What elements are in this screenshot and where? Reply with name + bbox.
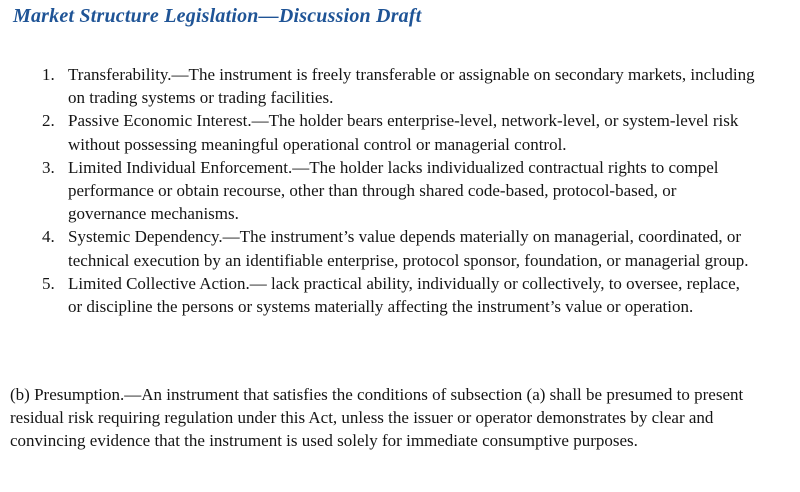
list-item-text: Systemic Dependency.—The instrument’s value depends materially on managerial, coordinated, or technical execution by an identifiable enterprise, protocol sponsor, foundation, or managerial group. [68, 227, 749, 270]
criteria-list [42, 63, 758, 318]
list-item-number: 1. [42, 65, 55, 84]
list-item-number: 5. [42, 273, 55, 293]
presumption-paragraph: (b) Presumption.—An instrument that satisfies the conditions of subsection (a) shall be presumed to present residual risk requiring regulation under this Act, unless the issuer or operator demonstrates by clear and convincing evidence that the instrument is used solely for immediate consumptive purposes. [10, 385, 744, 451]
list-item-text: Passive Economic Interest.—The holder bears enterprise-level, network-level, or system-level risk without possessing meaningful operational control or managerial control. [68, 111, 739, 154]
list-item-number: 4. [42, 227, 55, 247]
list-item [42, 272, 758, 318]
list-item [42, 225, 758, 271]
list-item-text: Limited Individual Enforcement.—The holder lacks individualized contractual rights to compel performance or obtain recourse, other than through shared code-based, protocol-based, or governance mechanisms. [68, 157, 719, 224]
list-item-text: Transferability.—The instrument is freely transferable or assignable on secondary markets, including on trading systems or trading facilities. [68, 65, 755, 108]
list-item-text: Limited Collective Action.— lack practical ability, individually or collectively, to oversee, replace, or discipline the persons or systems materially affecting the instrument’s value or operation. [68, 273, 740, 317]
list-item [42, 63, 758, 109]
list-item [42, 109, 758, 155]
document-title: Market Structure Legislation—Discussion Draft [13, 5, 422, 27]
list-item-number: 2. [42, 111, 55, 131]
list-item-number: 3. [42, 157, 55, 177]
list-item [42, 156, 758, 226]
